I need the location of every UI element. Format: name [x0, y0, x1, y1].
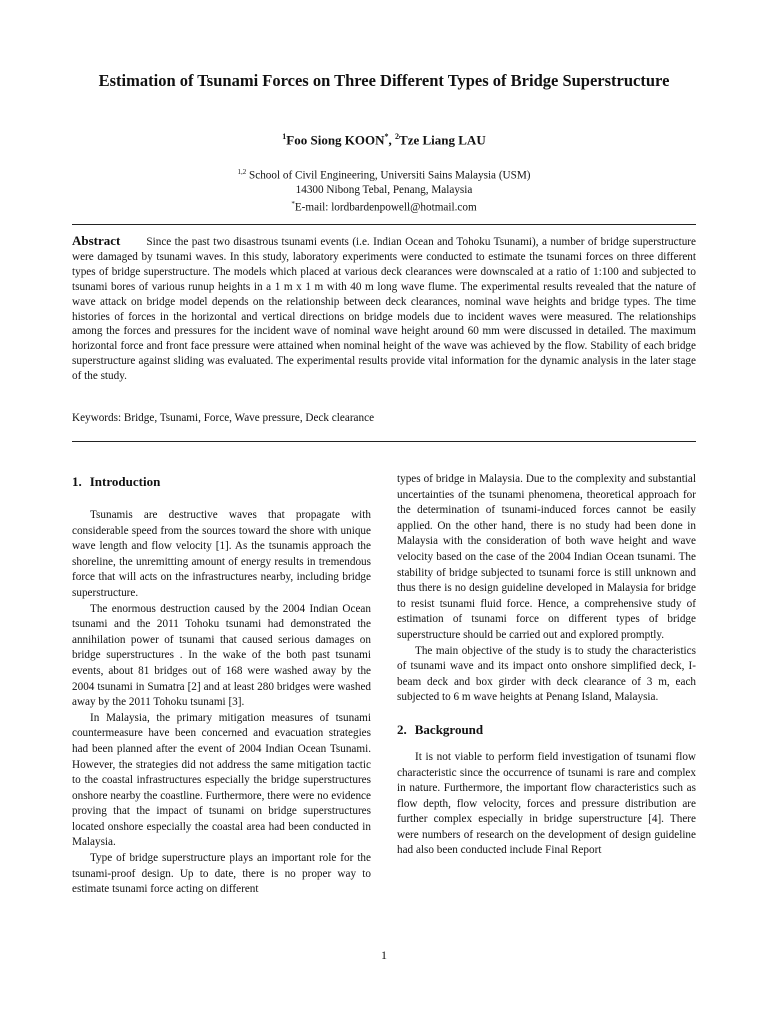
affiliation-sup: 1,2	[237, 168, 247, 176]
email-star: *	[291, 199, 295, 208]
intro-paragraph-3: In Malaysia, the primary mitigation measures of tsunami countermeasure have been concerned and evacuation strategies had been planned after the event of 2004 Indian Ocean Tsunami. However, the strategies did not address the same mitigation tactic to the coastal infrastructures especially the bridge superstructures onshore nearby the coastline. Furthermore, there were no evidence proving that the impact of tsunami on bridge superstructures located onshore especially the coastal area had been conducted in Malaysia.	[72, 711, 371, 849]
affiliation-line-1	[72, 165, 696, 183]
abstract-heading: Abstract	[72, 233, 121, 248]
abstract-bottom-rule	[72, 441, 696, 442]
introduction-heading	[72, 472, 371, 492]
background-title: Background	[414, 721, 484, 737]
author-separator: ,	[388, 132, 396, 148]
intro-paragraph-1: Tsunamis are destructive waves that propagate with considerable speed from the sources toward the shore with unique wave length and flow velocity [1]. As the tsunamis approach the shoreline, the unremitting amount of energy results in tremendous force that will acts on the infrastructures nearby, including bridge superstructure.	[72, 509, 371, 599]
abstract-top-rule	[72, 224, 696, 225]
affiliation-line-2: 14300 Nibong Tebal, Penang, Malaysia	[295, 183, 473, 196]
author-list	[72, 132, 696, 148]
author2-affil-sup: 2	[395, 132, 400, 141]
corresponding-star: *	[384, 132, 389, 141]
abstract-block	[72, 234, 696, 384]
introduction-number: 1.	[72, 474, 82, 489]
right-column	[397, 472, 696, 859]
background-number: 2.	[397, 721, 407, 737]
intro-paragraph-4-continued: types of bridge in Malaysia. Due to the complexity and substantial uncertainties of the tsunami phenomena, theoretical approach for the determination of tsunami-induced forces cannot be easily applied. On the other hand, there is no study had been done in Malaysia with the consideration of both wave height and wave velocity based on the case of the 2004 Indian Ocean tsunami. The stability of bridge subjected to tsunami force is still unknown and thus there is no design guideline developed in Malaysia for bridge to resist tsunami fluid force. Hence, a comprehensive study of estimation of tsunami force on different types of bridge superstructure should be carried out and explored promptly.	[397, 473, 696, 641]
affiliation-block	[72, 165, 696, 214]
author1-name: Foo Siong KOON	[286, 132, 385, 148]
intro-paragraph-2: The enormous destruction caused by the 2004 Indian Ocean tsunami and the 2011 Tohoku tsunami had demonstrated the annihilation power of tsunami that caused serious damages on bridge superstructures . In the wake of the both past tsunami events, about 81 bridges out of 168 were washed away by the 2004 tsunami in Sumatra [2] and at least 280 bridges were washed away by the 2011 Tohoku tsunami [3].	[72, 602, 371, 709]
left-column	[72, 472, 371, 898]
keywords-line: Keywords: Bridge, Tsunami, Force, Wave pressure, Deck clearance	[72, 412, 375, 424]
intro-paragraph-5: The main objective of the study is to study the characteristics of tsunami wave and its impact onto onshore simplified deck, I-beam deck and box girder with deck clearance of 3 m, each subjected to 6 m wave heights at Penang Island, Malaysia.	[397, 644, 696, 704]
introduction-title: Introduction	[89, 474, 161, 489]
affiliation-email-line	[72, 197, 696, 215]
author1-affil-sup: 1	[282, 132, 287, 141]
page-number: 1	[381, 948, 387, 962]
author2-name: Tze Liang LAU	[399, 132, 486, 148]
background-paragraph-1: It is not viable to perform field investigation of tsunami flow characteristic since the occurrence of tsunami is rare and complex in nature. Furthermore, the important flow characteristics such as flow depth, flow velocity, forces and pressure distribution are further complex especially in bridge superstructure [4]. There were numbers of research on the development of design guideline had also been conducted include Final Report	[397, 750, 696, 857]
intro-paragraph-4: Type of bridge superstructure plays an important role for the tsunami-proof design. Up to date, there is no proper way to estimate tsunami force acting on different	[72, 852, 371, 896]
affiliation-school: School of Civil Engineering, Universiti Sains Malaysia (USM)	[246, 169, 531, 182]
background-heading	[397, 720, 696, 740]
abstract-text: Since the past two disastrous tsunami events (i.e. Indian Ocean and Tohoku Tsunami), a number of bridge superstructure were damaged by tsunami waves. In this study, laboratory experiments were conducted to estimate the tsunami forces on three different types of bridge superstructure. The models which placed at various deck clearances were downscaled at a ratio of 1:100 and subjected to tsunami bores of various runup heights in a 1 m x 1 m with 40 m long wave flume. The experimental results revealed that the nature of wave attack on bridge model depends on the relationship between deck clearances, nominal wave heights and bridge types. The time histories of forces in the horizontal and vertical directions on bridge models due to incident waves were measured. The relationships among the forces and pressures for the incident wave of nominal wave height around 60 mm were discussed in detailed. The maximum horizontal force and front face pressure were attained when nominal height of the wave was achieved by the flow. Stability of each bridge superstructure against sliding was evaluated. The experimental results provide vital information for the dynamic analysis in the later stage of the study.	[72, 236, 696, 383]
affiliation-email: E-mail: lordbardenpowell@hotmail.com	[294, 201, 477, 214]
paper-title: Estimation of Tsunami Forces on Three Different Types of Bridge Superstructure	[98, 71, 670, 90]
